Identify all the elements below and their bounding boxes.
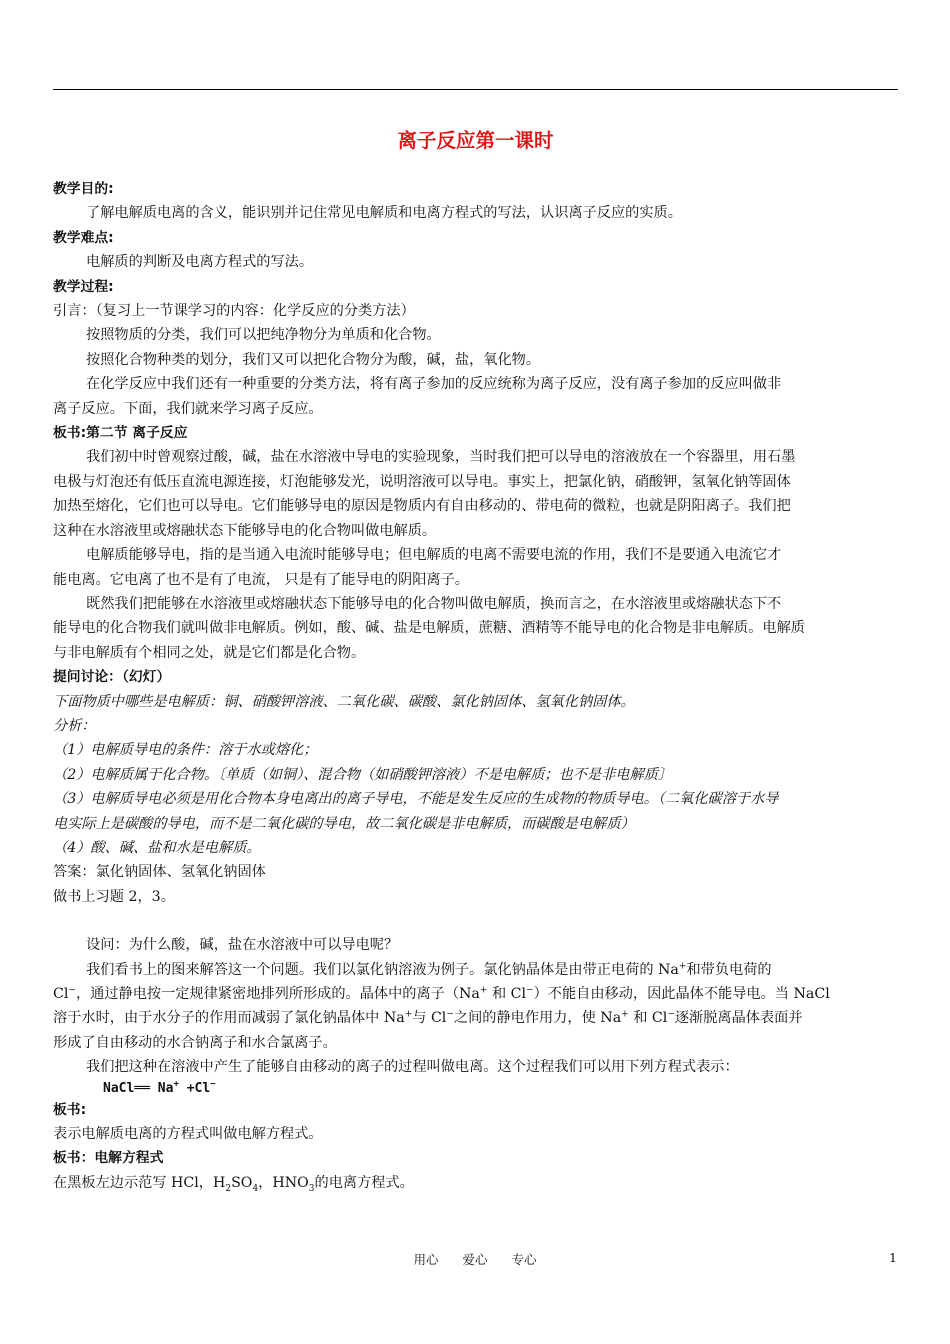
text-run: 溶于水时，由于水分子的作用而减弱了氯化钠晶体中 Na: [53, 1010, 405, 1027]
paragraph-line: 电极与灯泡还有低压直流电源连接，灯泡能够发光，说明溶液可以导电。事实上，把氯化钠，硝酸钾，氢氧化钠等固体: [53, 473, 791, 490]
paragraph-line: 这种在水溶液里或熔融状态下能够导电的化合物叫做电解质。: [53, 522, 437, 539]
analysis-point: （2）电解质属于化合物。〔单质（如铜）、混合物（如硝酸钾溶液）不是电解质；也不是非电解质〕: [53, 766, 673, 783]
difficulty-text: 电解质的判断及电离方程式的写法。: [86, 254, 314, 271]
superscript: −: [68, 985, 76, 996]
paragraph-line: 能导电的化合物我们就叫做非电解质。例如，酸、碱、盐是电解质，蔗糖、酒精等不能导电的化合物是非电解质。电解质: [53, 620, 805, 637]
process-heading: 教学过程:: [53, 278, 114, 295]
superscript: +: [404, 1009, 413, 1020]
answer-line: 答案：氯化钠固体、氢氧化钠固体: [53, 864, 266, 881]
superscript: −: [526, 985, 534, 996]
homework-line: 做书上习题 2，3。: [53, 888, 175, 905]
paragraph-line: 我们初中时曾观察过酸，碱，盐在水溶液中导电的实验现象，当时我们把可以导电的溶液放在一个容器里，用石墨: [86, 449, 796, 466]
board-heading: 板书：电解方程式: [53, 1150, 164, 1167]
text-run: 逐渐脱离晶体表面并: [674, 1010, 803, 1027]
subscript: 2: [225, 1183, 232, 1194]
equation-lhs: NaCl: [103, 1080, 135, 1096]
paragraph-line: 与非电解质有个相同之处，就是它们都是化合物。: [53, 644, 366, 661]
page-number: 1: [889, 1250, 897, 1265]
superscript: +: [173, 1079, 179, 1090]
final-line: [53, 1171, 898, 1195]
analysis-point: （3）电解质导电必须是用化合物本身电离出的离子导电，不能是发生反应的生成物的物质导电。（二氧化碳溶于水导: [53, 791, 779, 808]
difficulty-heading: 教学难点:: [53, 229, 114, 246]
header-rule: [53, 89, 898, 90]
superscript: +: [621, 1009, 629, 1020]
paragraph-line: [53, 982, 898, 1006]
footer-word: 用心: [413, 1252, 439, 1267]
intro-line: 按照物质的分类，我们可以把纯净物分为单质和化合物。: [86, 327, 441, 344]
discussion-heading: 提问讨论：（幻灯）: [53, 669, 171, 686]
objective-heading: 教学目的:: [53, 181, 114, 197]
text-run: ，通过静电按一定规律紧密地排列所形成的。晶体中的离子（Na: [75, 986, 480, 1002]
analysis-point: （1）电解质导电的条件：溶于水或熔化；: [53, 742, 318, 759]
text-run: 与 Cl: [412, 1010, 447, 1027]
superscript: +: [479, 985, 488, 996]
question-line: 设问：为什么酸，碱，盐在水溶液中可以导电呢？: [86, 937, 399, 954]
intro-line: 引言：（复习上一节课学习的内容：化学反应的分类方法）: [53, 303, 415, 320]
spacer: [53, 909, 898, 933]
text-run: 我们看书上的图来解答这一个问题。我们以氯化钠溶液为例子。氯化钠晶体是由带正电荷的 Na: [86, 961, 679, 978]
intro-line: 在化学反应中我们还有一种重要的分类方法，将有离子参加的反应统称为离子反应，没有离子参加的反应叫做非: [86, 376, 782, 393]
text-run: 和 Cl: [628, 1010, 668, 1027]
text-run: 和带负电荷的: [686, 961, 772, 978]
paragraph-line: 能电离。它电离了也不是有了电流， 只是有了能导电的阴阳离子。: [53, 571, 469, 588]
text-run: 之间的静电作用力，使 Na: [453, 1010, 622, 1027]
definition-line: 表示电解质电离的方程式叫做电解方程式。: [53, 1126, 323, 1143]
paragraph-line: [53, 958, 898, 982]
intro-line: 按照化合物种类的划分，我们又可以把化合物分为酸，碱，盐，氧化物。: [86, 351, 541, 368]
footer-word: 爱心: [462, 1252, 488, 1267]
intro-line: 离子反应。下面，我们就来学习离子反应。: [53, 400, 323, 417]
page-footer: [0, 1250, 950, 1268]
superscript: −: [446, 1009, 454, 1020]
text-run: 的电离方程式。: [314, 1174, 414, 1191]
board-heading: 板书:第二节 离子反应: [53, 425, 188, 442]
ionization-equation: [103, 1080, 898, 1098]
analysis-label: 分析：: [53, 717, 96, 734]
board-heading: 板书:: [53, 1101, 87, 1118]
text-run: SO: [231, 1174, 253, 1191]
footer-word: 专心: [511, 1252, 537, 1267]
paragraph-line: 形成了自由移动的水合钠离子和水合氯离子。: [53, 1034, 337, 1051]
subscript: 4: [252, 1183, 259, 1194]
document-body: [53, 120, 898, 1195]
superscript: +: [678, 960, 687, 971]
text-run: 在黑板左边示范写 HCl，H: [53, 1174, 226, 1191]
paragraph-line: 既然我们把能够在水溶液里或熔融状态下能够导电的化合物叫做电解质，换而言之，在水溶液里或熔融状态下不: [86, 595, 782, 612]
text-run: ，HNO: [258, 1174, 309, 1191]
text-run: 和 Cl: [487, 986, 527, 1002]
text-run: ）不能自由移动，因此晶体不能导电。当 NaCl: [533, 986, 830, 1002]
paragraph-line: 我们把这种在溶液中产生了能够自由移动的离子的过程叫做电离。这个过程我们可以用下列方程式表示：: [86, 1059, 739, 1076]
subscript: 3: [308, 1183, 315, 1194]
paragraph-line: 加热至熔化，它们也可以导电。它们能够导电的原因是物质内有自由移动的、带电荷的微粒，也就是阴阳离子。我们把: [53, 498, 791, 515]
analysis-point: （4）酸、碱、盐和水是电解质。: [53, 839, 261, 856]
superscript: −: [210, 1079, 216, 1090]
objective-text: 了解电解质电离的含义，能识别并记住常见电解质和电离方程式的写法，认识离子反应的实质。: [86, 205, 682, 222]
paragraph-line: [53, 1006, 898, 1030]
equation-cl: +Cl: [178, 1080, 211, 1096]
analysis-point: 电实际上是碳酸的导电，而不是二氧化碳的导电，故二氧化碳是非电解质，而碳酸是电解质）: [53, 815, 635, 832]
text-run: Cl: [53, 986, 69, 1002]
discussion-question: 下面物质中哪些是电解质：铜、硝酸钾溶液、二氧化碳、碳酸、氯化钠固体、氢氧化钠固体。: [53, 693, 635, 710]
equation-arrow: ══: [134, 1080, 150, 1096]
paragraph-line: 电解质能够导电，指的是当通入电流时能够导电；但电解质的电离不需要电流的作用，我们不是要通入电流它才: [86, 547, 782, 564]
equation-na: Na: [157, 1080, 174, 1096]
page-title: 离子反应第一课时: [397, 129, 554, 152]
superscript: −: [667, 1009, 675, 1020]
